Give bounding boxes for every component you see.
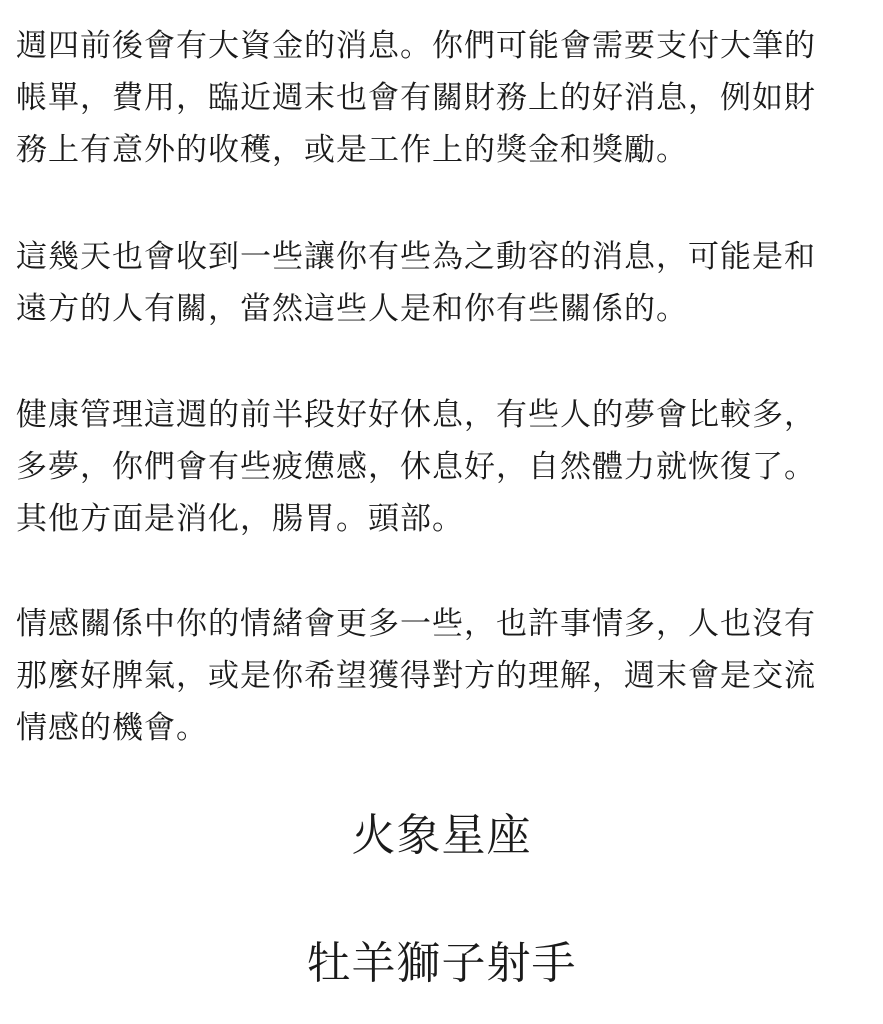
- paragraph-line: 健康管理這週的前半段好好休息，有些人的夢會比較多，: [16, 397, 816, 433]
- paragraph-line: 週四前後會有大資金的消息。你們可能會需要支付大筆的: [16, 28, 816, 64]
- paragraph-line: 務上有意外的收穫，或是工作上的獎金和獎勵。: [16, 132, 688, 168]
- paragraph-line: 這幾天也會收到一些讓你有些為之動容的消息，可能是和: [16, 239, 816, 275]
- section-heading: 火象星座: [351, 810, 532, 861]
- news-paragraph: [16, 231, 876, 335]
- paragraph-line: 多夢，你們會有些疲憊感，休息好，自然體力就恢復了。: [16, 449, 816, 485]
- sign-group-heading: 牡羊獅子射手: [306, 938, 577, 989]
- paragraph-line: 情感的機會。: [16, 710, 208, 746]
- relationship-paragraph: [16, 598, 876, 754]
- paragraph-line: 帳單，費用，臨近週末也會有關財務上的好消息，例如財: [16, 80, 816, 116]
- paragraph-line: 那麼好脾氣，或是你希望獲得對方的理解，週末會是交流: [16, 658, 816, 694]
- paragraph-line: 遠方的人有關，當然這些人是和你有些關係的。: [16, 291, 688, 327]
- health-paragraph: [16, 389, 876, 545]
- paragraph-line: 情感關係中你的情緒會更多一些，也許事情多，人也沒有: [16, 606, 816, 642]
- paragraph-line: 其他方面是消化，腸胃。頭部。: [16, 501, 464, 537]
- finance-paragraph: [16, 20, 876, 176]
